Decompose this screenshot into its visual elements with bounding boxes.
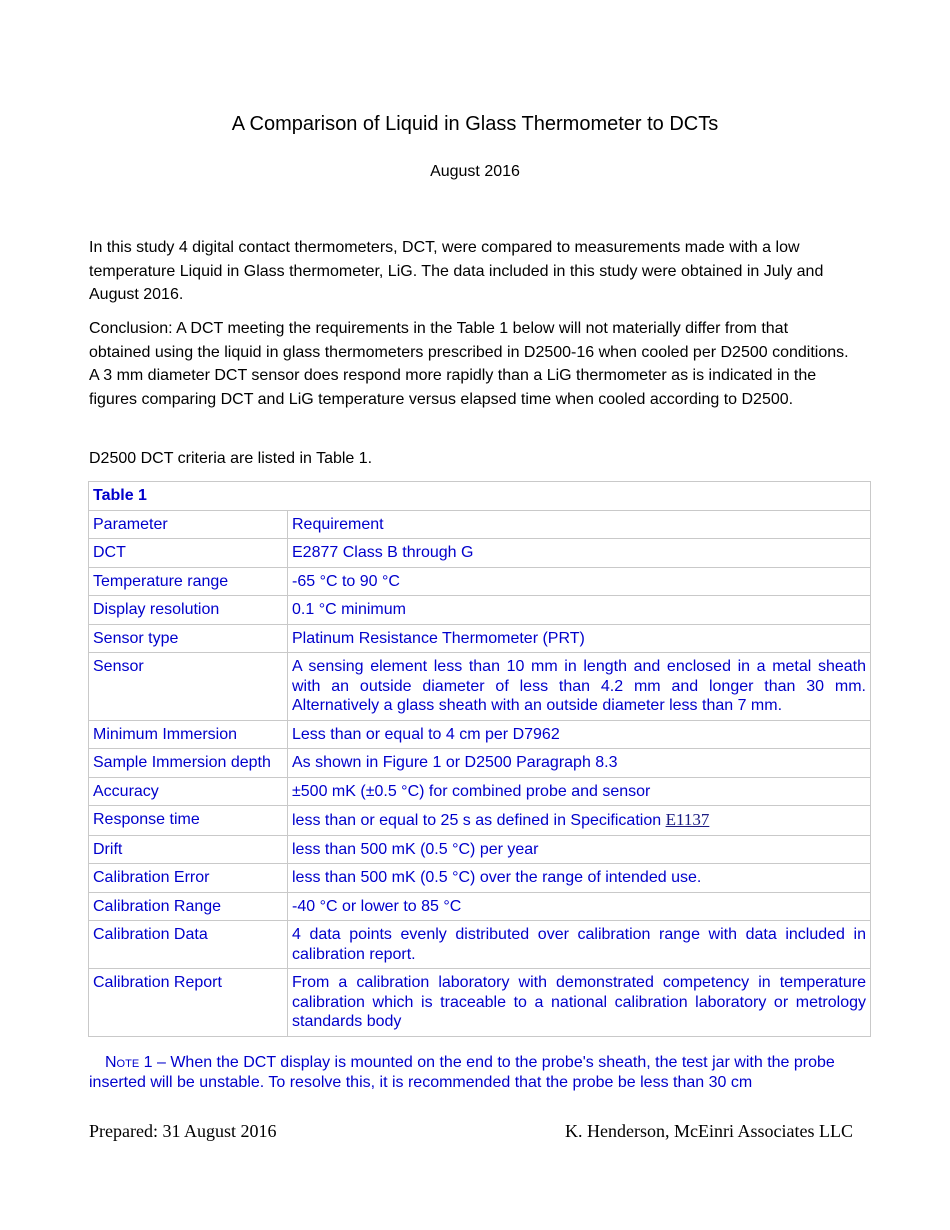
cell-requirement: Less than or equal to 4 cm per D7962 <box>288 720 871 749</box>
header-parameter: Parameter <box>89 510 288 539</box>
table-row <box>89 720 871 749</box>
table-caption: Table 1 <box>89 482 871 511</box>
e1137-link[interactable]: E1137 <box>665 810 710 829</box>
conclusion-paragraph: Conclusion: A DCT meeting the requirements in the Table 1 below will not materially differ from that obtained using the liquid in glass thermometers prescribed in D2500-16 when cooled per D2500 conditions. A 3 mm diameter DCT sensor does respond more rapidly than a LiG thermometer as is indicated in the figures comparing DCT and LiG temperature versus elapsed time when cooled according to D2500. <box>89 320 849 408</box>
response-time-text: less than or equal to 25 s as defined in Specification <box>292 812 666 829</box>
criteria-intro: D2500 DCT criteria are listed in Table 1. <box>89 450 373 467</box>
cell-requirement: From a calibration laboratory with demonstrated competency in temperature calibration which is traceable to a national calibration laboratory or metrology standards body <box>288 969 871 1037</box>
cell-requirement: less than 500 mK (0.5 °C) per year <box>288 835 871 864</box>
header-requirement: Requirement <box>288 510 871 539</box>
cell-parameter: DCT <box>89 539 288 568</box>
note-paragraph <box>89 1053 864 1093</box>
table-header-row <box>89 510 871 539</box>
cell-requirement: 0.1 °C minimum <box>288 596 871 625</box>
cell-parameter: Accuracy <box>89 777 288 806</box>
cell-parameter: Display resolution <box>89 596 288 625</box>
cell-parameter: Calibration Error <box>89 864 288 893</box>
cell-parameter: Calibration Data <box>89 921 288 969</box>
table-row <box>89 624 871 653</box>
footer-prepared: Prepared: 31 August 2016 <box>89 1121 277 1141</box>
cell-parameter: Minimum Immersion <box>89 720 288 749</box>
cell-requirement: E2877 Class B through G <box>288 539 871 568</box>
table-row <box>89 835 871 864</box>
cell-requirement <box>288 806 871 836</box>
cell-requirement: 4 data points evenly distributed over calibration range with data included in calibration report. <box>288 921 871 969</box>
document-title: A Comparison of Liquid in Glass Thermometer to DCTs <box>231 113 719 135</box>
cell-parameter: Drift <box>89 835 288 864</box>
table-row <box>89 777 871 806</box>
cell-requirement: less than 500 mK (0.5 °C) over the range of intended use. <box>288 864 871 893</box>
table-row <box>89 539 871 568</box>
table-row <box>89 864 871 893</box>
cell-requirement: As shown in Figure 1 or D2500 Paragraph 8.3 <box>288 749 871 778</box>
table-row <box>89 567 871 596</box>
note-number: 1 – <box>139 1054 171 1071</box>
intro-paragraph: In this study 4 digital contact thermometers, DCT, were compared to measurements made with a low temperature Liquid in Glass thermometer, LiG. The data included in this study were obtained in July and August 2016. <box>89 239 824 303</box>
table-row <box>89 806 871 836</box>
requirements-table <box>88 481 871 1037</box>
cell-parameter: Sensor type <box>89 624 288 653</box>
cell-requirement: ±500 mK (±0.5 °C) for combined probe and sensor <box>288 777 871 806</box>
cell-parameter: Temperature range <box>89 567 288 596</box>
cell-parameter: Calibration Range <box>89 892 288 921</box>
table-row <box>89 969 871 1037</box>
cell-parameter: Calibration Report <box>89 969 288 1037</box>
table-row <box>89 921 871 969</box>
table-row <box>89 892 871 921</box>
table-row <box>89 596 871 625</box>
cell-requirement: -40 °C or lower to 85 °C <box>288 892 871 921</box>
table-row <box>89 653 871 721</box>
cell-parameter: Sensor <box>89 653 288 721</box>
footer-author: K. Henderson, McEinri Associates LLC <box>565 1121 853 1141</box>
cell-parameter: Response time <box>89 806 288 836</box>
cell-parameter: Sample Immersion depth <box>89 749 288 778</box>
table-caption-row <box>89 482 871 511</box>
note-label: Note <box>105 1054 140 1071</box>
cell-requirement: Platinum Resistance Thermometer (PRT) <box>288 624 871 653</box>
document-date: August 2016 <box>430 163 520 180</box>
cell-requirement: -65 °C to 90 °C <box>288 567 871 596</box>
note-text: When the DCT display is mounted on the end to the probe's sheath, the test jar with the probe inserted will be unstable. To resolve this, it is recommended that the probe be less than 30 cm <box>89 1054 835 1091</box>
cell-requirement: A sensing element less than 10 mm in length and enclosed in a metal sheath with an outside diameter of less than 4.2 mm and longer than 30 mm. Alternatively a glass sheath with an outside diameter less than 7 mm. <box>288 653 871 721</box>
table-row <box>89 749 871 778</box>
